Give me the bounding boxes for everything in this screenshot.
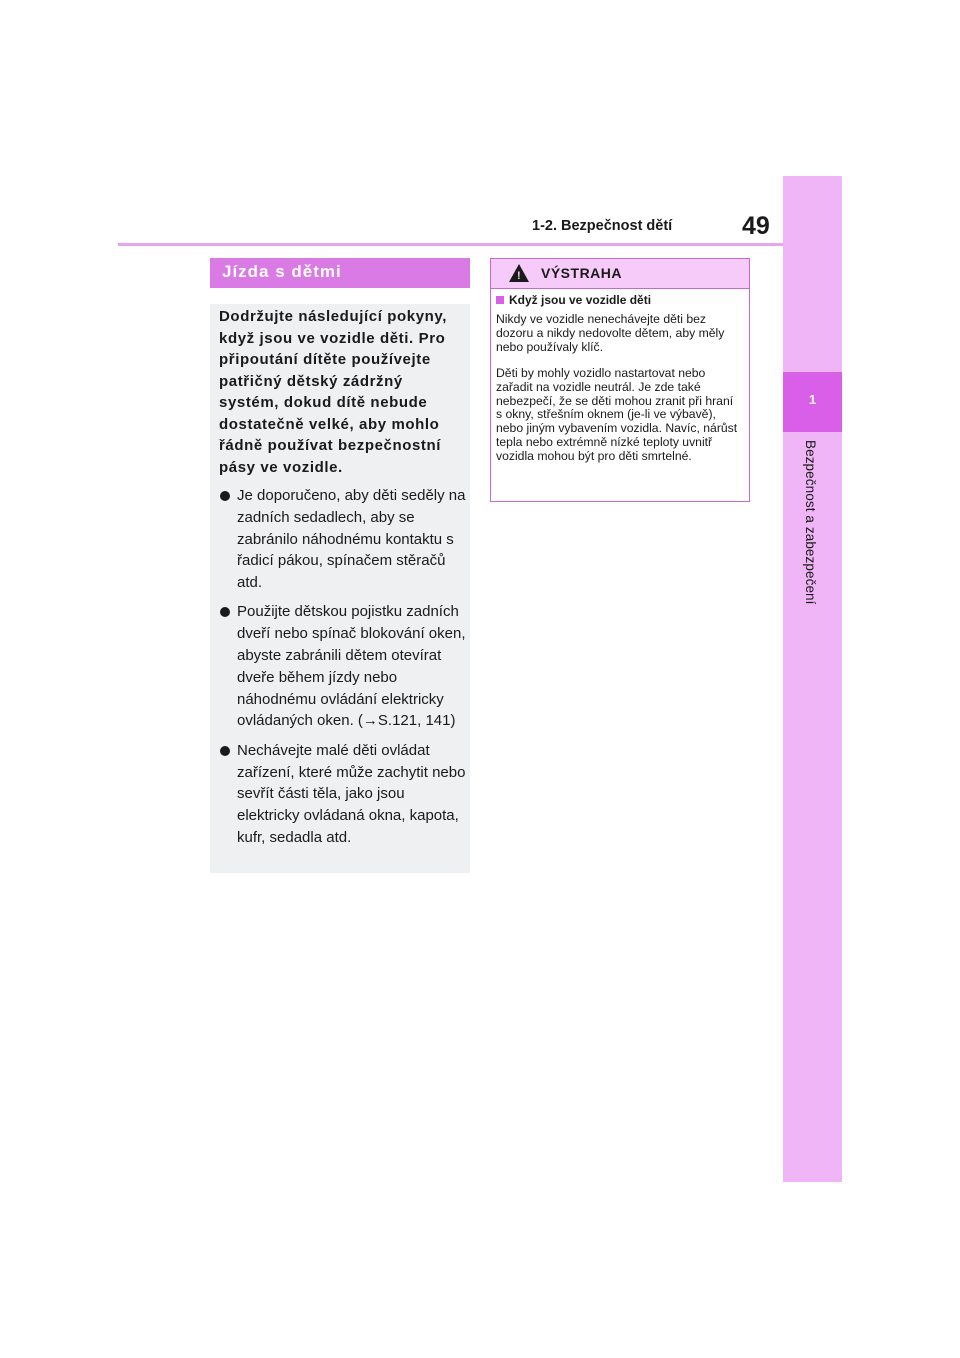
chapter-side-tab [783, 176, 842, 1182]
chapter-title: Bezpečnost a zabezpečení [803, 440, 818, 605]
bullet-icon [220, 746, 230, 756]
bullet-icon [220, 607, 230, 617]
bullet-list [219, 485, 469, 856]
warning-subheading [496, 293, 651, 307]
list-item [219, 485, 469, 594]
section-label: 1-2. Bezpečnost dětí [532, 218, 673, 234]
bullet-text: Použijte dětskou pojistku zadních dveří nebo spínač blokování oken, abyste zabránili dětem otevírat dveře během jízdy nebo náhodnému ovládání elektricky ovládaných oken. (→S.121, 141) [237, 603, 466, 730]
list-item [219, 601, 469, 732]
warning-header [491, 259, 749, 289]
warning-paragraph: Nikdy ve vozidle nenechávejte děti bez dozoru a nikdy nedovolte dětem, aby měly nebo používaly klíč. [496, 312, 725, 354]
warning-icon-mark: ! [517, 270, 521, 282]
card-intro: Dodržujte následující pokyny, když jsou ve vozidle děti. Pro připoutání dítěte používejte patřičný dětský zádržný systém, dokud dítě nebude dostatečně velké, aby mohlo řádně používat bezpečnostní pásy ve vozidle. [219, 308, 447, 476]
driving-with-children-card [210, 258, 470, 873]
bullet-text: Nechávejte malé děti ovládat zařízení, které může zachytit nebo sevřít části těla, jako jsou elektricky ovládaná okna, kapota, kufr, sedadla atd. [237, 741, 466, 846]
warning-paragraph: Děti by mohly vozidlo nastartovat nebo zařadit na vozidle neutrál. Je zde také nebezpečí, že se děti mohou zranit při hraní s okny, střešním oknem (je-li ve výbavě), nebo jiným vybavením vozidla. Navíc, nárůst tepla nebo extrémně nízké teploty uvnitř vozidla mohou být pro děti smrtelné. [496, 366, 738, 463]
list-item [219, 740, 469, 849]
square-bullet-icon [496, 296, 504, 304]
card-divider [210, 288, 470, 304]
bullet-text: Je doporučeno, aby děti seděly na zadních sedadlech, aby se zabránilo náhodnému kontaktu s řadicí pákou, spínačem stěračů atd. [237, 487, 466, 592]
bullet-icon [220, 491, 230, 501]
card-header [210, 258, 470, 288]
page-number: 49 [742, 212, 770, 240]
header-rule [118, 243, 783, 246]
warning-title: VÝSTRAHA [541, 265, 623, 281]
warning-subheading-text: Když jsou ve vozidle děti [509, 293, 652, 307]
chapter-number: 1 [808, 392, 817, 407]
warning-box [490, 258, 750, 502]
card-title: Jízda s dětmi [222, 262, 342, 281]
